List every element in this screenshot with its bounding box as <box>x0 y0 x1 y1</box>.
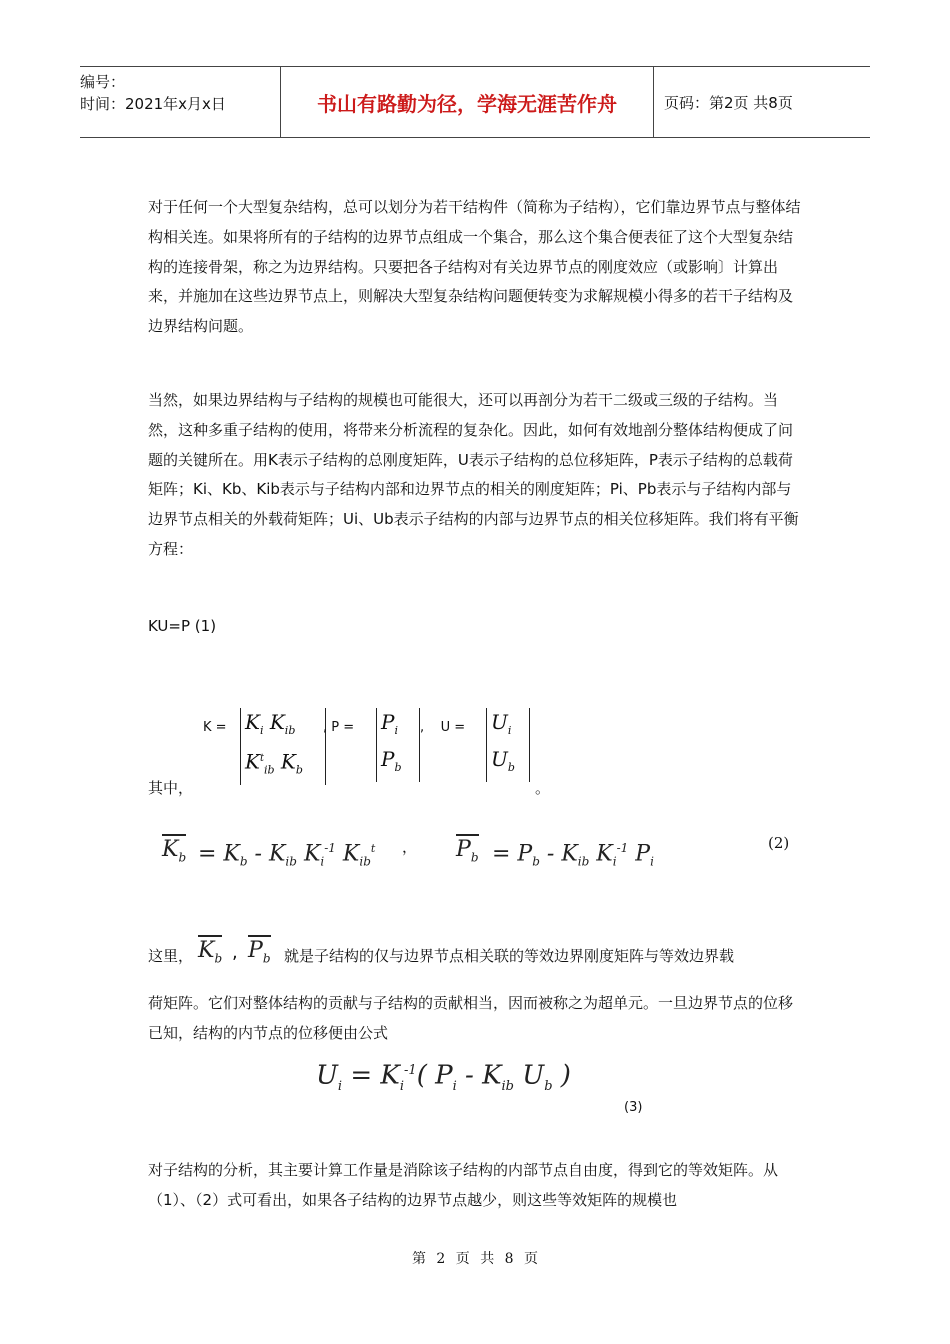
paragraph-1: 对于任何一个大型复杂结构，总可以划分为若干结构件（简称为子结构），它们靠边界节点与整体结构相关连。如果将所有的子结构的边界节点组成一个集合，那么这个集合便表征了这个大型复杂结构的连接骨架，称之为边界结构。只要把各子结构对有关边界节点的刚度效应（或影响〕计算出来，并施加在这些边界节点上，则解决大型复杂结构问题便转变为求解规模小得多的若干子结构及边界结构问题。 <box>148 198 801 336</box>
here-prefix: 这里， <box>148 947 194 965</box>
kb-bar-symbol: $K_b$ <box>198 935 222 972</box>
page-header <box>80 66 870 138</box>
here-suffix: 就是子结构的仅与边界节点相关联的等效边界刚度矩阵与等效边界载 <box>284 947 735 965</box>
paragraph-2: 当然，如果边界结构与子结构的规模也可能很大，还可以再剖分为若干二级或三级的子结构。当然，这种多重子结构的使用，将带来分析流程的复杂化。因此，如何有效地剖分整体结构便成了问题的关键所在。用K表示子结构的总刚度矩阵，U表示子结构的总位移矩阵，P表示子结构的总载荷矩阵；Ki、Kb、Kib表示与子结构内部和边界节点的相关的刚度矩阵；Pi、Pb表示与子结构内部与边界节点相关的外载荷矩阵；Ui、Ub表示子结构的内部与边界节点的相关位移矩阵。我们将有平衡方程： <box>148 391 799 558</box>
matrix-k: $K_i$ $K_{ib}$ $K^t_{ib}$ $K_b$ <box>240 708 326 785</box>
matrix-p: $P_i$ $P_b$ <box>376 708 420 782</box>
header-motto: 书山有路勤为径，学海无涯苦作舟 <box>280 67 654 137</box>
paragraph-3: 荷矩阵。它们对整体结构的贡献与子结构的贡献相当，因而被称之为超单元。一旦边界节点的位移已知，结构的内节点的位移便由公式 <box>148 994 794 1042</box>
header-page-code: 页码：第2页 共8页 <box>664 93 793 112</box>
where-suffix: 。 <box>535 779 551 797</box>
header-info <box>80 67 280 137</box>
pb-bar-symbol: $P_b$ <box>248 935 271 972</box>
page-footer: 第 2 页 共 8 页 <box>411 1251 539 1267</box>
where-prefix: 其中， <box>148 779 194 797</box>
matrix-u: $U_i$ $U_b$ <box>486 708 530 782</box>
paragraph-4: 对子结构的分析，其主要计算工作量是消除该子结构的内部节点自由度，得到它的等效矩阵。从（1）、（2）式可看出，如果各子结构的边界节点越少，则这些等效矩阵的规模也 <box>148 1161 779 1209</box>
equation-2-number: (2) <box>768 834 790 852</box>
equation-1: KU=P (1) <box>148 617 217 635</box>
number-label: 编号： <box>80 73 126 91</box>
equation-3-number: (3) <box>624 1100 643 1115</box>
time-label: 时间：2021年x月x日 <box>80 95 226 113</box>
